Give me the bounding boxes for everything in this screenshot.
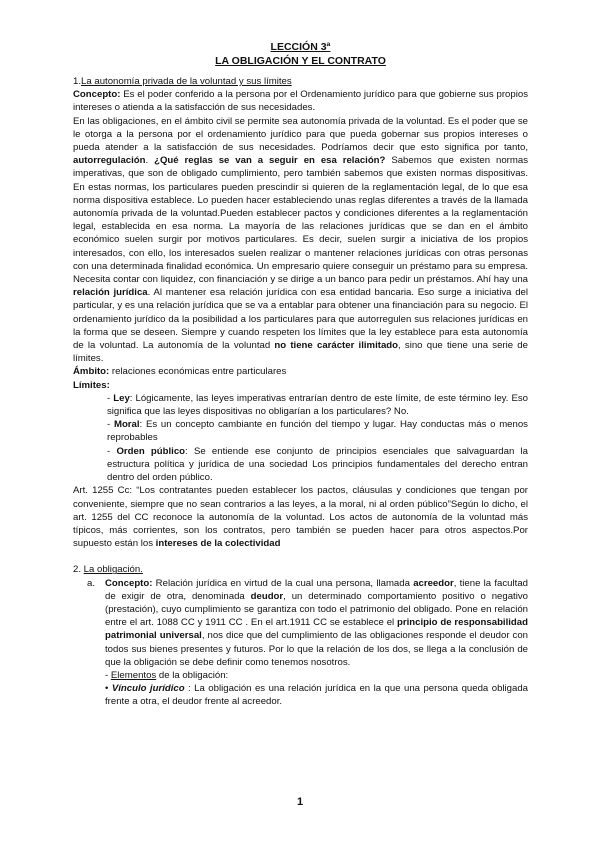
page-number: 1 xyxy=(296,796,304,808)
spacer xyxy=(73,550,528,563)
bold-intereses: intereses de la colectividad xyxy=(155,538,281,550)
paragraph-text: En las obligaciones, en el ámbito civil se permite sea autonomía privada de la voluntad. Es el poder que se le otorga a la persona por el ordenamiento jurídico para que pueda gobernar sus propios intereses o pueda atender a la satisfacción de sus necesidades. Podríamos decir que esto significa por tanto, xyxy=(73,115,528,154)
vinculo-text: : La obligación es una relación jurídica en la que una persona queda obligada frente a otra, el deudor frente al acreedor. xyxy=(105,683,529,708)
paragraph-text: . xyxy=(145,155,155,167)
limit-dash: - xyxy=(107,445,117,457)
vinculo-label: Vínculo jurídico xyxy=(111,683,185,695)
bold-no-ilimitado: no tiene carácter ilimitado xyxy=(274,340,398,352)
concepto-text: Relación jurídica en virtud de la cual una persona, llamada xyxy=(152,577,414,589)
limit-text: : Se entiende ese conjunto de principios esenciales que salvaguardan la estructura política y jurídica de una sociedad Los principios fundamentales del derecho entran dentro del orden público. xyxy=(107,445,528,484)
bold-question: ¿Qué reglas se van a seguir en esa relación? xyxy=(154,155,386,167)
section2-heading xyxy=(73,563,528,576)
limit-dash: - xyxy=(107,419,114,431)
bold-acreedor: acreedor xyxy=(413,577,454,589)
section2-item-a xyxy=(87,577,529,709)
bold-deudor: deudor xyxy=(250,590,284,602)
section1-heading-text: La autonomía privada de la voluntad y sus límites xyxy=(81,76,292,87)
ambito-line xyxy=(73,365,528,378)
limit-label: Ley xyxy=(113,392,130,404)
limit-text: : Es un concepto cambiante en función del tiempo y lugar. Hay conductas más o menos reprobables xyxy=(107,419,528,444)
section1-number: 1. xyxy=(73,76,82,87)
elementos-text: de la obligación: xyxy=(156,669,229,681)
lesson-title: LECCIÓN 3ª xyxy=(270,41,331,53)
paragraph-text: . Al mantener esa relación jurídica con esa entidad bancaria. Eso surge a iniciativa del particular, y es una relación jurídica que se va a entablar para obtener una financiación para su negocio. El ordenamiento jurídico da la posibilidad a los particulares para que autorregulen sus relaciones jurídicas en la forma que se deseen. Siempre y cuando respeten los límites que la ley establece para esta autonomía de la voluntad. La autonomía de la voluntad xyxy=(73,287,528,352)
limites-label: Límites: xyxy=(73,379,110,391)
lesson-subtitle: LA OBLIGACIÓN Y EL CONTRATO xyxy=(215,55,386,67)
bold-principio: principio de responsabilidad patrimonial universal xyxy=(105,617,528,642)
article-paragraph xyxy=(73,484,528,550)
elementos-line xyxy=(105,669,528,682)
limit-label: Moral xyxy=(113,419,140,431)
limit-text: : Lógicamente, las leyes imperativas entrarían dentro de este límite, de este término ley. Eso significa que las leyes dispositivas no obligarían a los particulares? No. xyxy=(107,392,528,418)
section1-heading xyxy=(73,75,528,88)
ambito-label: Ámbito: xyxy=(73,366,110,378)
limits-list xyxy=(107,392,528,484)
page-content xyxy=(73,40,528,709)
limit-label: Orden público xyxy=(116,445,186,457)
limit-item xyxy=(107,445,528,485)
concepto-text: , nos dice que del cumplimiento de las obligaciones responde el deudor con todos sus bienes presentes y futuros. Por lo que la relación de los dos, se llega a la conclusión de que la obligación se debe definir como tenemos nosotros. xyxy=(105,630,528,668)
concepto-text: , un determinado comportamiento positivo o negativo (prestación), cuyo cumplimiento se garantiza con todo el patrimonio del obligado. Pone en relación entre el art. 1088 CC y 1911 CC . En el art.1911 CC se establece el xyxy=(105,590,528,629)
limit-item xyxy=(107,418,528,444)
paragraph-text: Sabemos que existen normas imperativas, que son de obligado cumplimiento, pero también sabemos que existen normas dispositivas. En estas normas, los particulares pueden prescindir si quieren de la reglamentación legal, de lo que esa norma dispositiva establece. Lo pueden hacer estableciendo unas reglas diferentes a través de la llamada autonomía privada de la voluntad.Pueden establecer pactos y condiciones diferentes a la reglamentación legal, establecida en esa norma. La mayoría de las relaciones jurídicas que se dan en el ámbito económico suelen surgir por motivos particulares. Es decir, suelen surgir a iniciativa de los propios interesados, con ello, los interesados suelen realizar o mantener relaciones jurídicas con otras personas con una determinada finalidad económica. Un empresario quiere conseguir un préstamo para su empresa. Necesita contar con liquidez, con financiación y se dirige a un banco para pedir un préstamos. Ahí hay una xyxy=(73,155,528,286)
ambito-text: relaciones económicas entre particulares xyxy=(109,366,287,378)
concepto-label: Concepto: xyxy=(73,89,121,101)
concepto-text: , tiene la facultad de exigir de otra, denominada xyxy=(105,577,528,602)
section1-paragraph xyxy=(73,115,528,366)
bold-relacion-juridica: relación jurídica xyxy=(73,287,148,299)
limit-item xyxy=(107,392,528,418)
section2-heading-text: La obligación. xyxy=(83,564,143,576)
section2-number: 2. xyxy=(73,564,84,576)
limites-label-line xyxy=(73,379,528,392)
article-text: Art. 1255 Cc: “Los contratantes pueden establecer los pactos, cláusulas y condiciones que tengan por conveniente, siempre que no sean contrarios a las leyes, a la moral, ni al orden público”Según lo dicho, el art. 1255 del CC reconoce la autonomía de la voluntad. Los actos de autonomía de la voluntad más típicos, más corrientes, son los contratos, pero también se pueden hacer para otros aspectos.Por supuesto están los xyxy=(73,485,528,550)
obligacion-concepto xyxy=(105,577,528,669)
concepto-label: Concepto: xyxy=(105,577,153,589)
bullet-icon: • xyxy=(105,683,112,695)
item-a-label: a. xyxy=(87,577,96,589)
limit-dash: - xyxy=(107,392,114,404)
elementos-label: Elementos xyxy=(110,669,157,681)
paragraph-text: , sino que tiene una serie de límites. xyxy=(73,340,528,365)
vinculo-line xyxy=(105,682,528,708)
bold-autorregulacion: autorregulación xyxy=(73,155,146,167)
concepto-text: Es el poder conferido a la persona por el Ordenamiento jurídico para que gobierne sus propios intereses o atienda a la satisfacción de sus necesidades. xyxy=(73,89,528,114)
section1-concepto xyxy=(73,88,528,114)
elementos-dash: - xyxy=(105,669,111,681)
